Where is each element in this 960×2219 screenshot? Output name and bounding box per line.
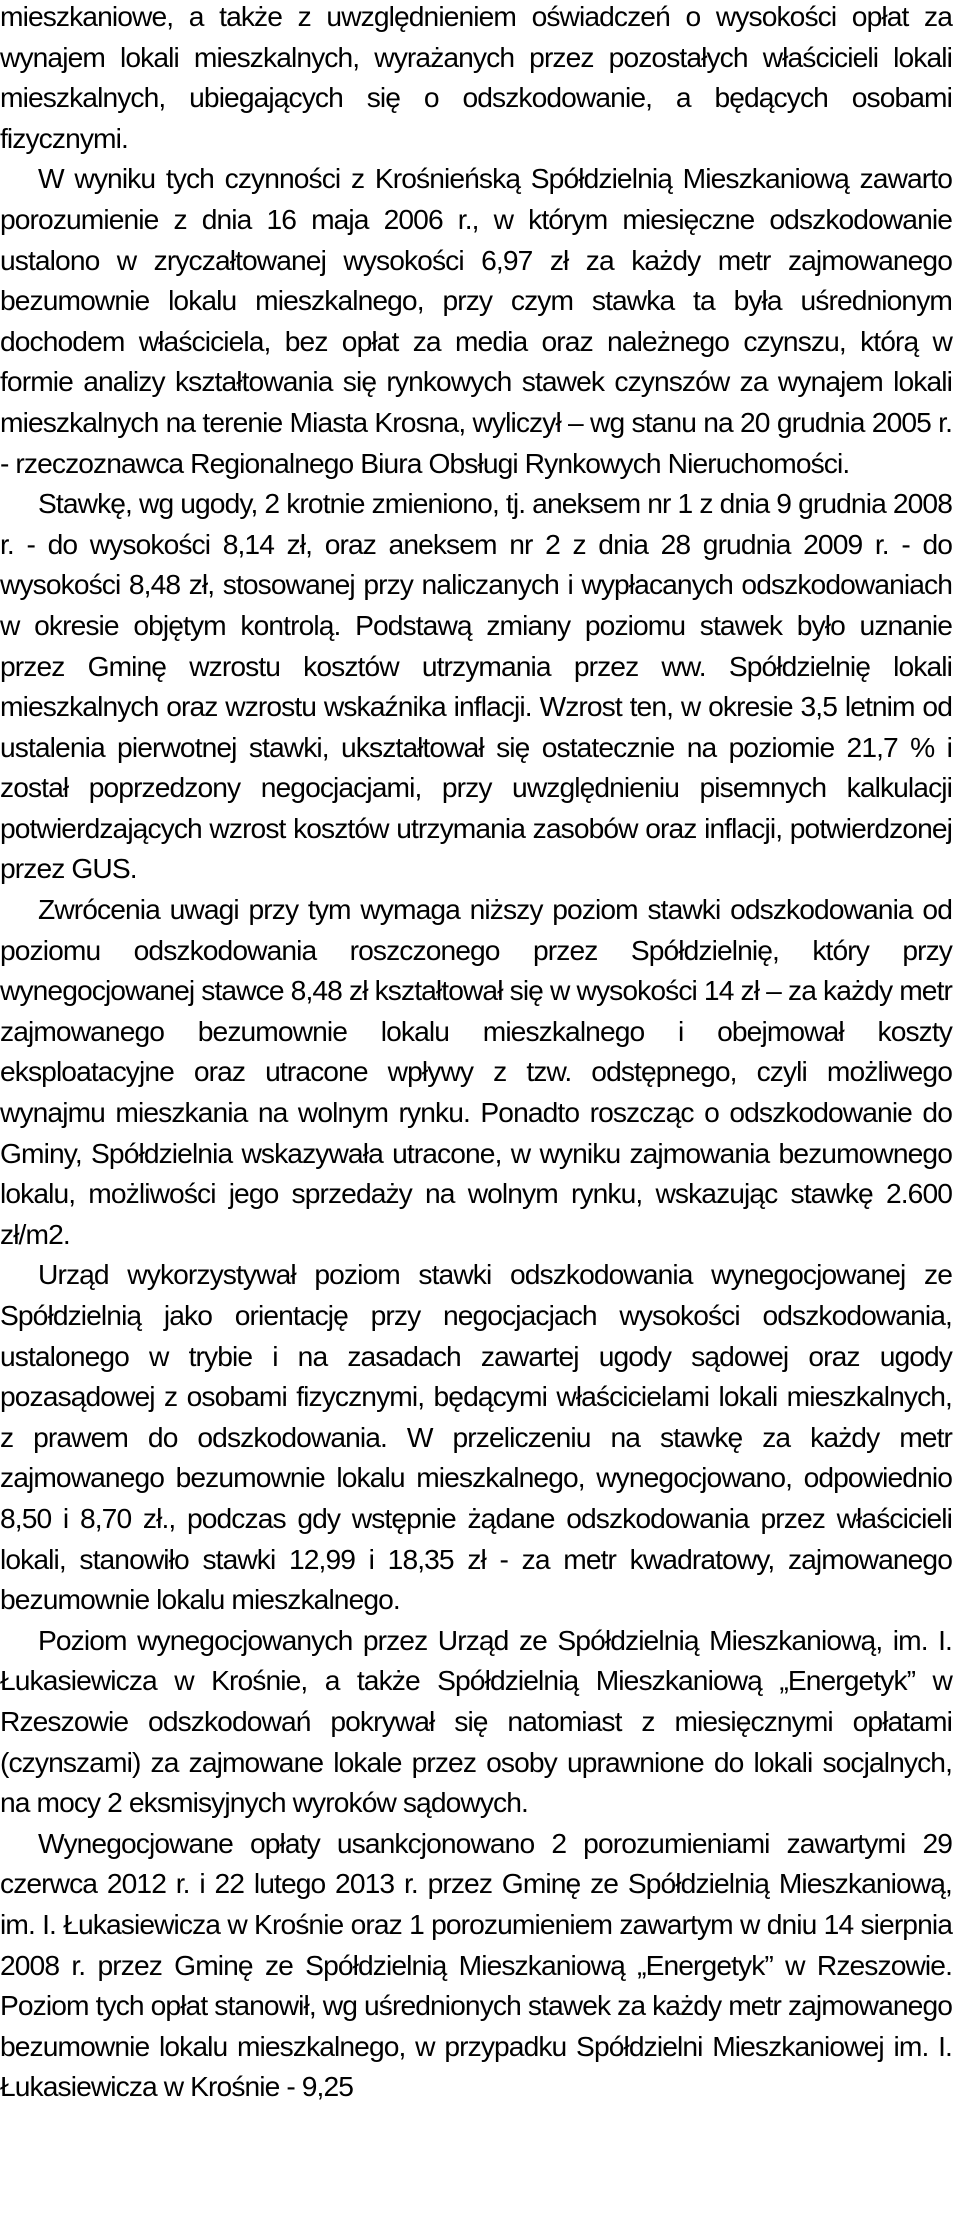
paragraph-6: Poziom wynegocjowanych przez Urząd ze Spółdzielnią Mieszkaniową, im. I. Łukasiewicza w Krośnie, a także Spółdzielnią Mieszkaniową „Energetyk” w Rzeszowie odszkodowań pokrywał się natomiast z miesięcznymi opłatami (czynszami) za zajmowane lokale przez osoby uprawnione do lokali socjalnych, na mocy 2 eksmisyjnych wyroków sądowych. bbox=[0, 1623, 952, 1819]
paragraph-3: Stawkę, wg ugody, 2 krotnie zmieniono, tj. aneksem nr 1 z dnia 9 grudnia 2008 r. - do wysokości 8,14 zł, oraz aneksem nr 2 z dnia 28 grudnia 2009 r. - do wysokości 8,48 zł, stosowanej przy naliczanych i wypłacanych odszkodowaniach w okresie objętym kontrolą. Podstawą zmiany poziomu stawek było uznanie przez Gminę wzrostu kosztów utrzymania przez ww. Spółdzielnię lokali mieszkalnych oraz wzrostu wskaźnika inflacji. Wzrost ten, w okresie 3,5 letnim od ustalenia pierwotnej stawki, ukształtował się ostatecznie na poziomie 21,7 % i został poprzedzony negocjacjami, przy uwzględnieniu pisemnych kalkulacji potwierdzających wzrost kosztów utrzymania zasobów oraz inflacji, potwierdzonej przez GUS. bbox=[0, 487, 952, 885]
paragraph-1: mieszkaniowe, a także z uwzględnieniem oświadczeń o wysokości opłat za wynajem lokali mieszkalnych, wyrażanych przez pozostałych właścicieli lokali mieszkalnych, ubiegających się o odszkodowanie, a będących osobami fizycznymi. bbox=[0, 0, 952, 154]
paragraph-7: Wynegocjowane opłaty usankcjonowano 2 porozumieniami zawartymi 29 czerwca 2012 r. i 22 lutego 2013 r. przez Gminę ze Spółdzielnią Mieszkaniową, im. I. Łukasiewicza w Krośnie oraz 1 porozumieniem zawartym w dniu 14 sierpnia 2008 r. przez Gminę ze Spółdzielnią Mieszkaniową „Energetyk” w Rzeszowie. Poziom tych opłat stanowił, wg uśrednionych stawek za każdy metr zajmowanego bezumownie lokalu mieszkalnego, w przypadku Spółdzielni Mieszkaniowej im. I. Łukasiewicza w Krośnie - 9,25 bbox=[0, 1826, 952, 2103]
paragraph-5: Urząd wykorzystywał poziom stawki odszkodowania wynegocjowanej ze Spółdzielnią jako orientację przy negocjacjach wysokości odszkodowania, ustalonego w trybie i na zasadach zawartej ugody sądowej oraz ugody pozasądowej z osobami fizycznymi, będącymi właścicielami lokali mieszkalnych, z prawem do odszkodowania. W przeliczeniu na stawkę za każdy metr zajmowanego bezumownie lokalu mieszkalnego, wynegocjowano, odpowiednio 8,50 i 8,70 zł., podczas gdy wstępnie żądane odszkodowania przez właścicieli lokali, stanowiło stawki 12,99 i 18,35 zł - za metr kwadratowy, zajmowanego bezumownie lokalu mieszkalnego. bbox=[0, 1258, 952, 1616]
paragraph-4: Zwrócenia uwagi przy tym wymaga niższy poziom stawki odszkodowania od poziomu odszkodowania roszczonego przez Spółdzielnię, który przy wynegocjowanej stawce 8,48 zł kształtował się w wysokości 14 zł – za każdy metr zajmowanego bezumownie lokalu mieszkalnego i obejmował koszty eksploatacyjne oraz utracone wpływy z tzw. odstępnego, czyli możliwego wynajmu mieszkania na wolnym rynku. Ponadto roszcząc o odszkodowanie do Gminy, Spółdzielnia wskazywała utracone, w wyniku zajmowania bezumownego lokalu, możliwości jego sprzedaży na wolnym rynku, wskazując stawkę 2.600 zł/m2. bbox=[0, 893, 952, 1250]
paragraph-2: W wyniku tych czynności z Krośnieńską Spółdzielnią Mieszkaniową zawarto porozumienie z dnia 16 maja 2006 r., w którym miesięczne odszkodowanie ustalono w zryczałtowanej wysokości 6,97 zł za każdy metr zajmowanego bezumownie lokalu mieszkalnego, przy czym stawka ta była uśrednionym dochodem właściciela, bez opłat za media oraz należnego czynszu, którą w formie analizy kształtowania się rynkowych stawek czynszów za wynajem lokali mieszkalnych na terenie Miasta Krosna, wyliczył – wg stanu na 20 grudnia 2005 r. - rzeczoznawca Regionalnego Biura Obsługi Rynkowych Nieruchomości. bbox=[0, 162, 952, 479]
